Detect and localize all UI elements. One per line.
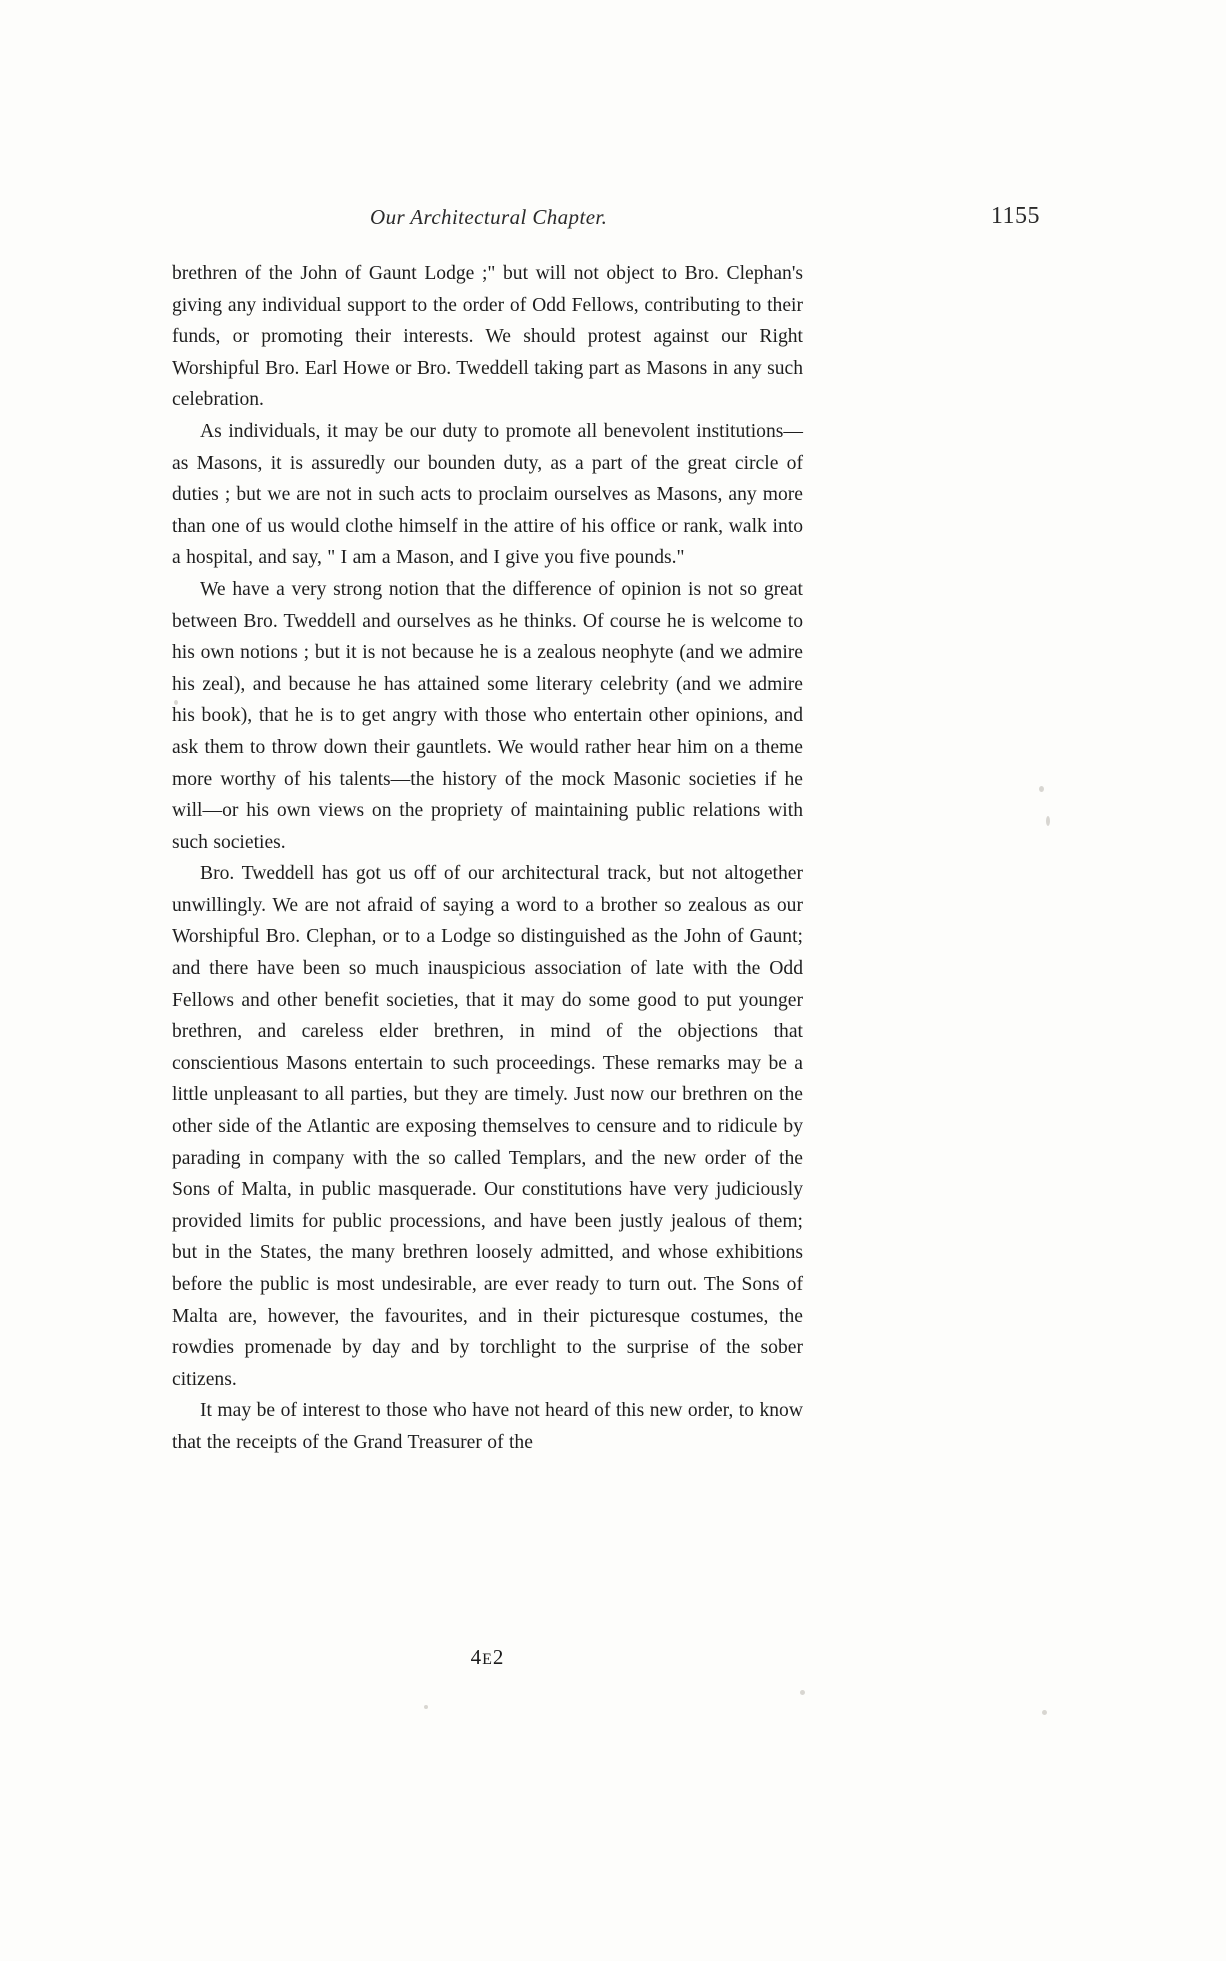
paragraph-4: Bro. Tweddell has got us off of our architectural track, but not altogether unwillingly. We are not afraid of saying a word to a brother so zealous as our Worshipful Bro. Clephan, or to a Lodge so distinguished as the John of Gaunt; and there have been so much inauspicious association of late with the Odd Fellows and other benefit societies, that it may do some good to put younger brethren, and careless elder brethren, in mind of the objections that conscientious Masons entertain to such proceedings. These remarks may be a little unpleasant to all parties, but they are timely. Just now our brethren on the other side of the Atlantic are exposing themselves to censure and to ridicule by parading in company with the so called Templars, and the new order of the Sons of Malta, in public masquerade. Our constitutions have very judiciously provided limits for public processions, and have been justly jealous of them; but in the States, the many brethren loosely admitted, and whose exhibitions before the public is most undesirable, are ever ready to turn out. The Sons of Malta are, however, the favourites, and in their picturesque costumes, the rowdies promenade by day and by torchlight to the surprise of the sober citizens. — [172, 863, 803, 1390]
paper-speck — [1039, 786, 1044, 792]
paragraph-3: We have a very strong notion that the difference of opinion is not so great between Bro. Tweddell and ourselves as he thinks. Of course he is welcome to his own notions ; but it is not because he is a zealous neophyte (and we admire his zeal), and because he has attained some literary celebrity (and we admire his book), that he is to get angry with those who entertain other opinions, and ask them to throw down their gauntlets. We would rather hear him on a theme more worthy of his talents—the history of the mock Masonic societies if he will—or his own views on the propriety of maintaining public relations with such societies. — [172, 578, 803, 853]
page-number: 1155 — [990, 203, 1040, 229]
paper-speck — [174, 700, 178, 705]
paper-speck — [1046, 816, 1050, 826]
body-text-column — [172, 258, 803, 1459]
signature-sheet-number: 2 — [492, 1645, 505, 1669]
signature-number-mark: 4 — [470, 1645, 483, 1669]
paper-speck — [800, 1690, 805, 1695]
paragraph-1: brethren of the John of Gaunt Lodge ;" but will not object to Bro. Clephan's giving any individual support to the order of Odd Fellows, contributing to their funds, or promoting their interests. We should protest against our Right Worshipful Bro. Earl Howe or Bro. Tweddell taking part as Masons in any such celebration. — [172, 263, 803, 411]
page-header — [170, 205, 1050, 239]
paper-speck — [1042, 1710, 1047, 1715]
running-title: Our Architectural Chapter. — [370, 205, 608, 229]
signature-letter-mark: E — [482, 1651, 493, 1668]
paper-speck — [424, 1705, 428, 1709]
paragraph-5: It may be of interest to those who have not heard of this new order, to know that the receipts of the Grand Treasurer of the — [172, 1400, 803, 1453]
signature-mark — [172, 1645, 803, 1670]
paragraph-2: As individuals, it may be our duty to promote all benevolent institutions—as Masons, it is assuredly our bounden duty, as a part of the great circle of duties ; but we are not in such acts to proclaim ourselves as Masons, any more than one of us would clothe himself in the attire of his office or rank, walk into a hospital, and say, " I am a Mason, and I give you five pounds." — [172, 420, 803, 569]
